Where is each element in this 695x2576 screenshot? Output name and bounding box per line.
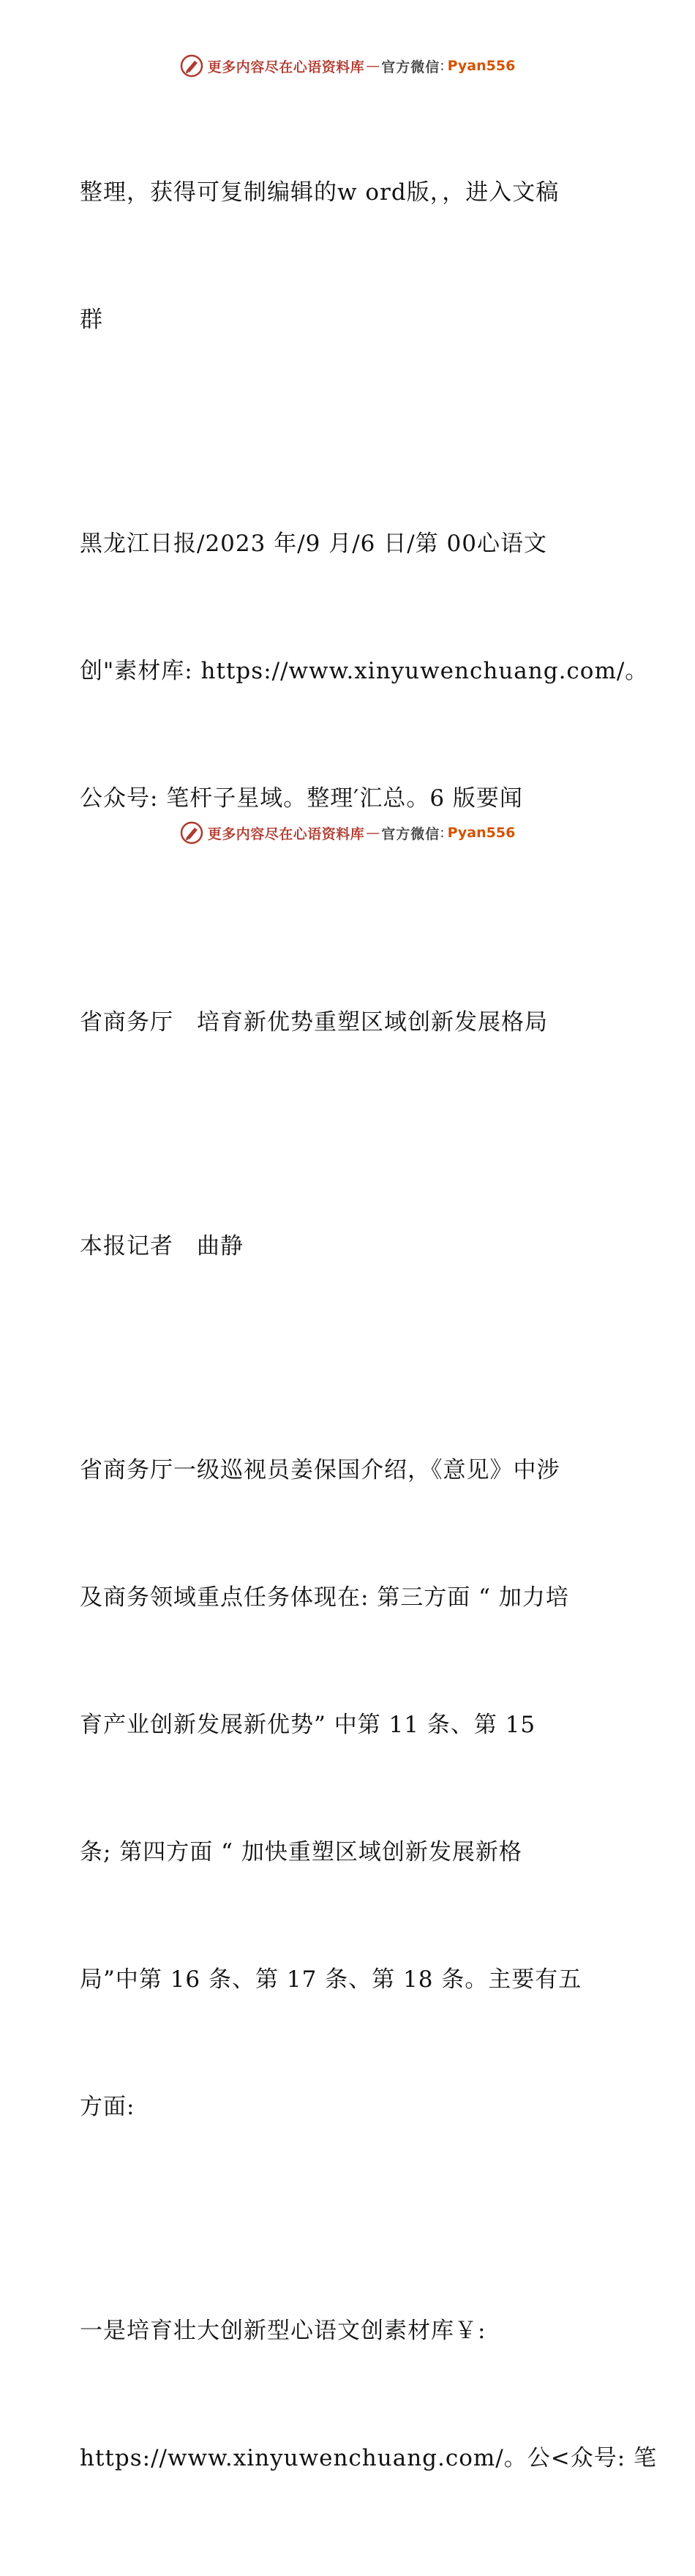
text-line: 省商务厅一级巡视员姜保国介绍，《意见》中涉 xyxy=(80,1457,560,1483)
article-headline xyxy=(71,916,627,1128)
banner-wechat-id: Pyan556 xyxy=(447,825,516,841)
footer-banner xyxy=(0,818,695,847)
banner-wechat-label: 官方微信 xyxy=(381,825,440,842)
article-body xyxy=(71,86,658,2576)
text-line: 创"素材库: https://www.xinyuwenchuang.com/。 xyxy=(80,658,649,684)
paragraph-intro xyxy=(71,86,627,426)
banner-wechat-id: Pyan556 xyxy=(447,58,516,74)
banner-dash: — xyxy=(366,825,380,841)
banner-dash: — xyxy=(366,58,380,74)
header-banner xyxy=(0,51,695,80)
text-line: 黑龙江日报/2023 年/9 月/6 日/第 00心语文 xyxy=(80,531,547,557)
banner-wechat-label: 官方微信 xyxy=(381,59,440,75)
banner-main-text: 更多内容尽在心语资料库 xyxy=(207,825,365,842)
text-line: 及商务领域重点任务体现在: 第三方面 “ 加力培 xyxy=(80,1584,569,1611)
text-line: 本报记者 曲静 xyxy=(80,1233,244,1259)
text-line: 整理，获得可复制编辑的w ord版，，进入文稿 xyxy=(80,179,560,206)
text-line: https://www.xinyuwenchuang.com/。公<众号: 笔 xyxy=(80,2445,658,2471)
text-line: 条; 第四方面 “ 加快重塑区域创新发展新格 xyxy=(80,1839,522,1865)
text-line: 方面: xyxy=(80,2094,135,2120)
text-line: 省商务厅 培育新优势重塑区域创新发展格局 xyxy=(80,1009,548,1036)
text-line: 局”中第 16 条、第 17 条、第 18 条。主要有五 xyxy=(80,1966,582,1993)
banner-colon: : xyxy=(440,825,445,841)
text-line: 育产业创新发展新优势” 中第 11 条、第 15 xyxy=(80,1712,536,1738)
writing-hand-logo-icon xyxy=(180,821,203,845)
article-byline xyxy=(71,1140,627,1352)
text-line: 群 xyxy=(80,307,103,333)
paragraph-body xyxy=(71,1364,627,2213)
banner-main-text: 更多内容尽在心语资料库 xyxy=(207,59,365,75)
text-line: 公众号: 笔杆子星域。整理′汇总。6 版要闻 xyxy=(80,785,523,812)
banner-colon: : xyxy=(440,58,445,74)
text-line: 一是培育壮大创新型心语文创素材库￥: xyxy=(80,2318,487,2344)
writing-hand-logo-icon xyxy=(180,54,203,78)
paragraph-point-one xyxy=(71,2225,658,2564)
